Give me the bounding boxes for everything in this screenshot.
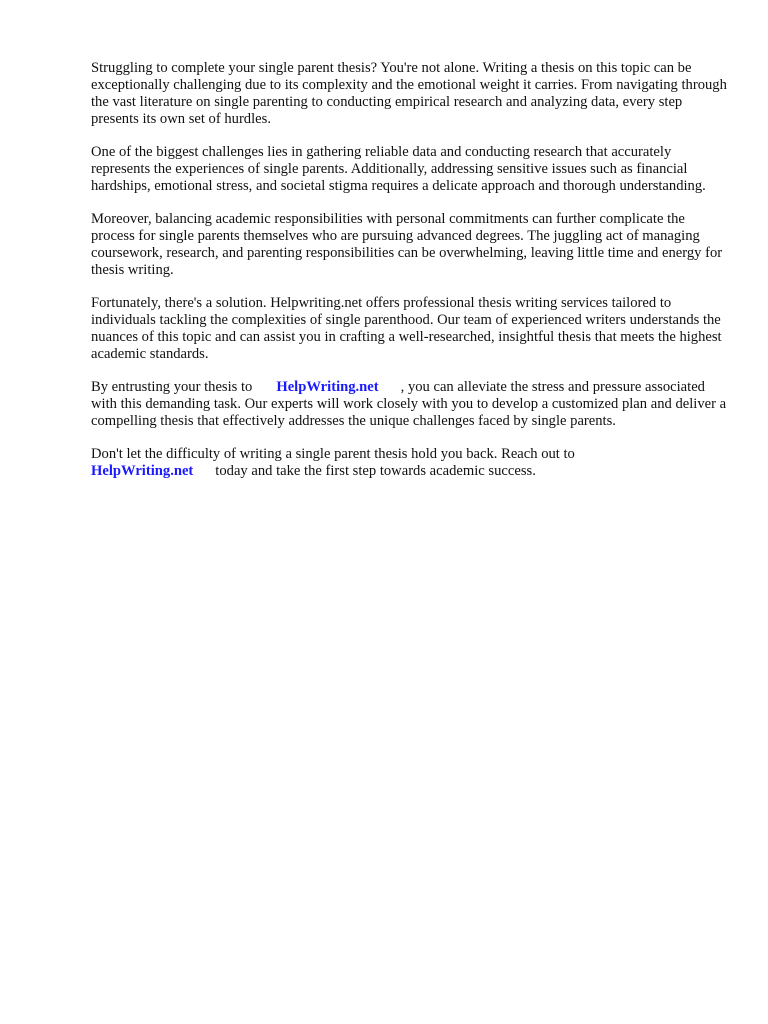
- cta-text-after: today and take the first step towards academic success.: [215, 463, 536, 479]
- document-body: [91, 60, 731, 496]
- paragraph-intro: Struggling to complete your single parent thesis? You're not alone. Writing a thesis on this topic can be exceptionally challenging due to its complexity and the emotional weight it carries. From navigating through the vast literature on single parenting to conducting empirical research and analyzing data, every step presents its own set of hurdles.: [91, 60, 727, 127]
- helpwriting-link-1[interactable]: HelpWriting.net: [276, 379, 379, 395]
- paragraph-balancing: Moreover, balancing academic responsibilities with personal commitments can further complicate the process for single parents themselves who are pursuing advanced degrees. The juggling act of managing coursework, research, and parenting responsibilities can be overwhelming, leaving little time and energy for thesis writing.: [91, 211, 723, 278]
- entrusting-text-after: , you can alleviate the stress and pressure associated with this demanding task. Our experts will work closely with you to develop a customized plan and deliver a compelling thesis that effectively addresses the unique challenges faced by single parents.: [91, 379, 727, 429]
- entrusting-text-before: By entrusting your thesis to: [91, 379, 253, 395]
- paragraph-challenges: One of the biggest challenges lies in gathering reliable data and conducting research that accurately represents the experiences of single parents. Additionally, addressing sensitive issues such as financial hardships, emotional stress, and societal stigma requires a delicate approach and thorough understanding.: [91, 144, 706, 194]
- paragraph-solution: Fortunately, there's a solution. Helpwriting.net offers professional thesis writing services tailored to individuals tackling the complexities of single parenthood. Our team of experienced writers understands the nuances of this topic and can assist you in crafting a well-researched, insightful thesis that meets the highest academic standards.: [91, 295, 722, 362]
- helpwriting-link-2[interactable]: HelpWriting.net: [91, 463, 194, 479]
- paragraph-entrusting: [91, 379, 731, 430]
- paragraph-call-to-action: [91, 446, 731, 480]
- cta-text-before: Don't let the difficulty of writing a single parent thesis hold you back. Reach out to: [91, 446, 575, 462]
